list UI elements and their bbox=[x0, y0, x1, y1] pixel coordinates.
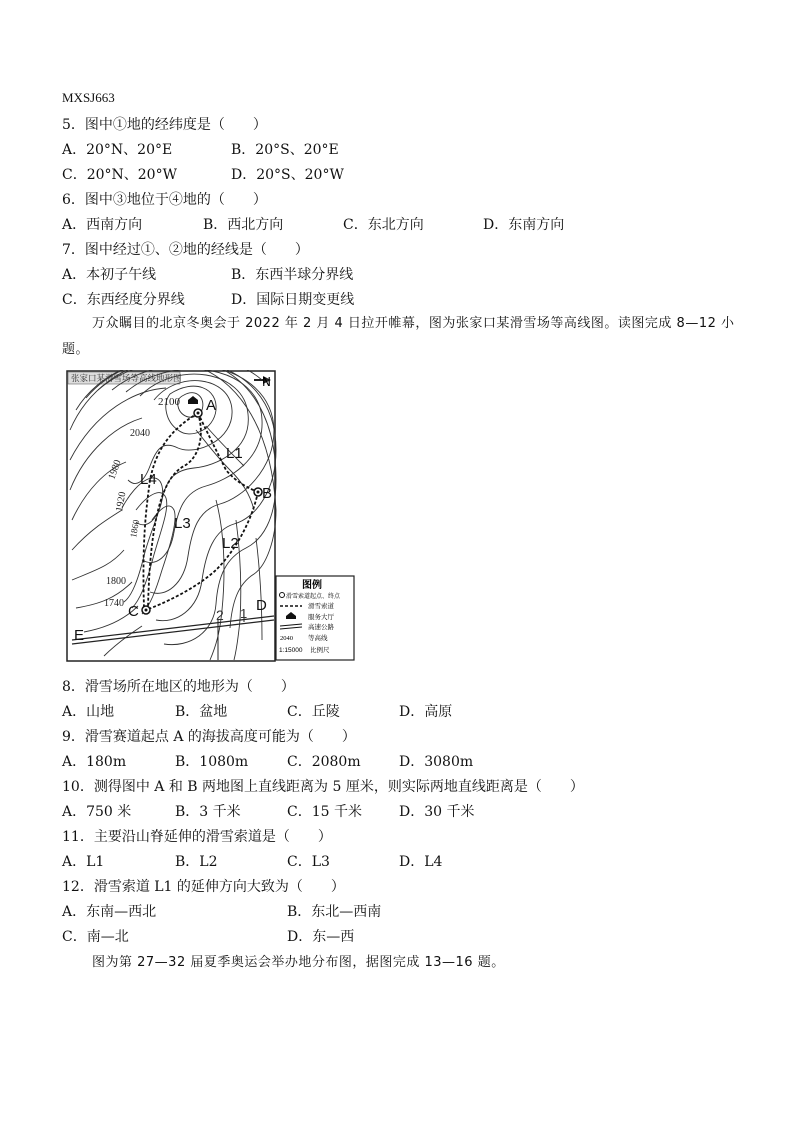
question-8-option-d: D．高原 bbox=[399, 704, 453, 720]
question-9-option-a: A．180m bbox=[62, 754, 127, 770]
question-6-option-d: D．东南方向 bbox=[483, 217, 565, 233]
legend-item-highway: 高速公路 bbox=[308, 623, 334, 631]
question-11-option-c: C．L3 bbox=[287, 854, 330, 870]
question-5-option-c: C．20°N、20°W bbox=[62, 167, 177, 183]
line-l1-label: L1 bbox=[226, 445, 243, 462]
question-9-option-c: C．2080m bbox=[287, 754, 361, 770]
legend-scale-number: 1:15000 bbox=[279, 647, 303, 654]
line-l2-label: L2 bbox=[222, 535, 239, 552]
legend-item-hall: 服务大厅 bbox=[308, 613, 334, 621]
question-8-option-b: B．盆地 bbox=[175, 704, 228, 720]
line-l3-label: L3 bbox=[174, 515, 191, 532]
question-11-stem: 11．主要沿山脊延伸的滑雪索道是（ ） bbox=[62, 829, 332, 845]
contour-label-1920: 1920 bbox=[114, 490, 129, 513]
question-8-option-a: A．山地 bbox=[62, 704, 115, 720]
question-5-option-b: B．20°S、20°E bbox=[231, 142, 339, 158]
contour-label-1980: 1980 bbox=[106, 458, 124, 482]
intro-8-12-line2: 题。 bbox=[62, 342, 90, 357]
question-8-option-c: C．丘陵 bbox=[287, 704, 340, 720]
contour-label-1860: 1860 bbox=[128, 518, 142, 539]
legend-title: 图例 bbox=[302, 580, 322, 591]
question-6-stem: 6．图中③地位于④地的（ ） bbox=[62, 192, 267, 208]
question-12-option-a: A．东南—西北 bbox=[62, 904, 157, 920]
point-b-label: B bbox=[262, 485, 273, 502]
map-legend bbox=[276, 576, 354, 660]
svg-text:1: 1 bbox=[240, 606, 248, 621]
question-7-option-a: A．本初子午线 bbox=[62, 267, 157, 283]
contour-map bbox=[66, 370, 356, 662]
question-11-option-a: A．L1 bbox=[62, 854, 105, 870]
contour-label-2100: 2100 bbox=[158, 396, 180, 408]
contour-label-1740: 1740 bbox=[104, 598, 124, 609]
question-7-option-b: B．东西半球分界线 bbox=[231, 267, 354, 283]
question-10-option-b: B．3 千米 bbox=[175, 804, 241, 820]
map-title: 张家口某滑雪场等高线地形图 bbox=[71, 374, 182, 384]
legend-contour-number: 2040 bbox=[280, 635, 293, 642]
question-11-option-d: D．L4 bbox=[399, 854, 443, 870]
question-5-stem: 5．图中①地的经纬度是（ ） bbox=[62, 117, 267, 133]
point-e-label: E bbox=[74, 627, 85, 644]
document-code: MXSJ663 bbox=[62, 90, 115, 105]
legend-item-scale: 比例尺 bbox=[310, 646, 330, 654]
question-8-stem: 8．滑雪场所在地区的地形为（ ） bbox=[62, 679, 295, 695]
point-d-label: D bbox=[256, 597, 267, 614]
svg-text:2: 2 bbox=[216, 607, 224, 623]
line-l4-label: L4 bbox=[140, 471, 157, 488]
question-10-option-d: D．30 千米 bbox=[399, 804, 475, 820]
point-a-label: A bbox=[206, 397, 217, 414]
question-6-option-a: A．西南方向 bbox=[62, 217, 143, 233]
question-9-stem: 9．滑雪赛道起点 A 的海拔高度可能为（ ） bbox=[62, 729, 356, 745]
intro-8-12-line1: 万众瞩目的北京冬奥会于 2022 年 2 月 4 日拉开帷幕，图为张家口某滑雪场等高线图。读图完成 8—12 小 bbox=[92, 316, 735, 331]
contour-label-2040: 2040 bbox=[130, 428, 150, 439]
question-10-option-c: C．15 千米 bbox=[287, 804, 362, 820]
question-9-option-d: D．3080m bbox=[399, 754, 474, 770]
question-7-stem: 7．图中经过①、②地的经线是（ ） bbox=[62, 242, 309, 258]
question-12-stem: 12．滑雪索道 L1 的延伸方向大致为（ ） bbox=[62, 879, 345, 895]
question-12-option-b: B．东北—西南 bbox=[287, 904, 382, 920]
question-9-option-b: B．1080m bbox=[175, 754, 249, 770]
question-12-option-c: C．南—北 bbox=[62, 929, 129, 945]
question-6-option-b: B．西北方向 bbox=[203, 217, 284, 233]
question-12-option-d: D．东—西 bbox=[287, 929, 355, 945]
intro-13-16: 图为第 27—32 届夏季奥运会举办地分布图，据图完成 13—16 题。 bbox=[92, 955, 505, 970]
question-10-stem: 10．测得图中 A 和 B 两地图上直线距离为 5 厘米，则实际两地直线距离是（ ） bbox=[62, 779, 584, 795]
question-7-option-d: D．国际日期变更线 bbox=[231, 292, 355, 308]
question-10-option-a: A．750 米 bbox=[62, 804, 132, 820]
contour-label-1800: 1800 bbox=[106, 576, 126, 587]
question-7-option-c: C．东西经度分界线 bbox=[62, 292, 185, 308]
legend-item-endpoints: 滑雪索道起点、终点 bbox=[286, 593, 341, 600]
question-11-option-b: B．L2 bbox=[175, 854, 218, 870]
question-5-option-d: D．20°S、20°W bbox=[231, 167, 344, 183]
north-label: N bbox=[262, 375, 271, 389]
point-c-label: C bbox=[128, 603, 139, 620]
legend-item-lift: 滑雪索道 bbox=[308, 602, 334, 610]
question-6-option-c: C．东北方向 bbox=[343, 217, 424, 233]
question-5-option-a: A．20°N、20°E bbox=[62, 142, 173, 158]
legend-item-contour: 等高线 bbox=[308, 634, 328, 642]
